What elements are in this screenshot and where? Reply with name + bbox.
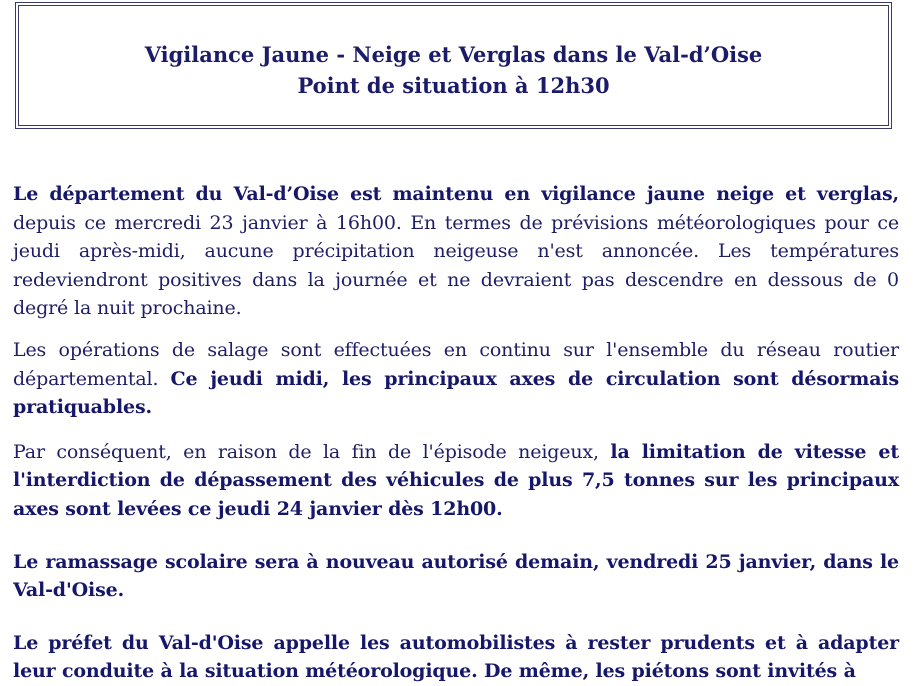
paragraph-prefet (13, 629, 899, 686)
title-box (18, 5, 889, 126)
paragraph-prefet-bold: Le préfet du Val-d'Oise appelle les automobilistes à rester prudents et à adapter leur conduite à la situation météorologique. De même, les piétons sont invités à (13, 631, 899, 683)
paragraph-limitation (13, 438, 899, 524)
paragraph-vigilance-bold: Le département du Val-d’Oise est maintenu en vigilance jaune neige et verglas, (13, 183, 899, 205)
title-line-1: Vigilance Jaune - Neige et Verglas dans le Val-d’Oise (144, 41, 763, 67)
paragraph-vigilance (13, 180, 899, 323)
paragraph-ramassage (13, 548, 899, 605)
document-body (13, 180, 899, 686)
paragraph-limitation-bold: la limitation de vitesse et l'interdiction de dépassement des véhicules de plus 7,5 tonnes sur les principaux axes sont levées ce jeudi 24 janvier dès 12h00. (13, 440, 899, 520)
paragraph-salage-bold: Ce jeudi midi, les principaux axes de circulation sont désormais pratiquables. (13, 367, 899, 419)
title-line-2: Point de situation à 12h30 (297, 72, 610, 98)
paragraph-salage (13, 336, 899, 422)
paragraph-salage-text: Les opérations de salage sont effectuées en continu sur l'ensemble du réseau routier départemental. (13, 338, 899, 390)
paragraph-ramassage-bold: Le ramassage scolaire sera à nouveau autorisé demain, vendredi 25 janvier, dans le Val-d'Oise. (13, 550, 899, 602)
paragraph-limitation-text: Par conséquent, en raison de la fin de l'épisode neigeux, (13, 440, 611, 463)
paragraph-vigilance-text: depuis ce mercredi 23 janvier à 16h00. En termes de prévisions météorologiques pour ce jeudi après-midi, aucune précipitation neigeuse n'est annoncée. Les températures redeviendront positives dans la journée et ne devraient pas descendre en dessous de 0 degré la nuit prochaine. (13, 211, 899, 320)
